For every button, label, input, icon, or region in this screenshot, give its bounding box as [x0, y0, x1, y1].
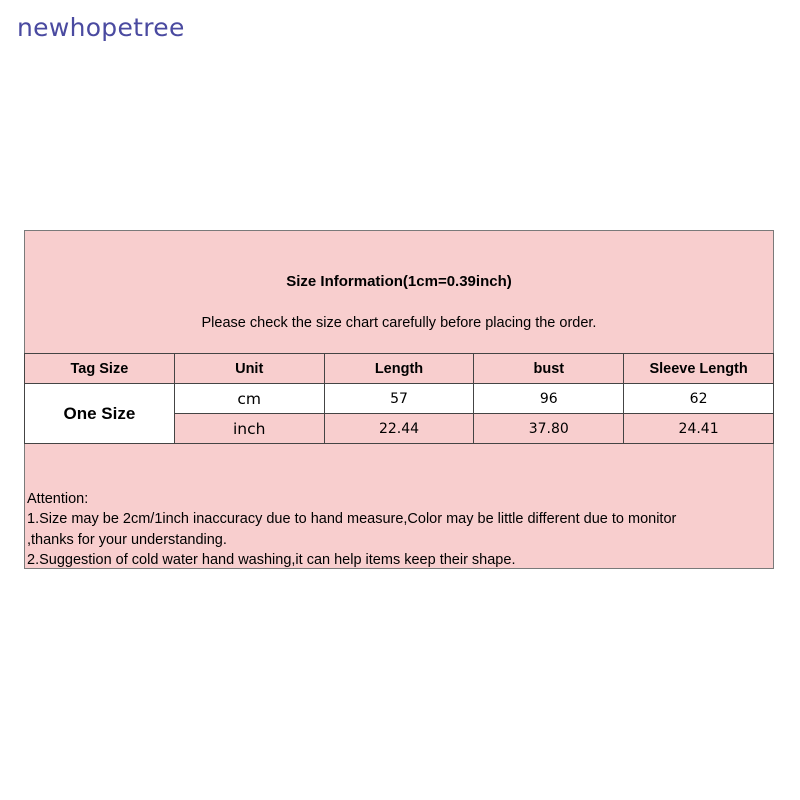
header-sleeve-length: Sleeve Length — [624, 354, 774, 384]
brand-watermark: newhopetree — [17, 13, 185, 42]
size-info-header — [25, 231, 773, 354]
sleeve-length-cell: 24.41 — [624, 414, 774, 444]
attention-notes — [27, 489, 676, 570]
size-info-subtitle: Please check the size chart carefully before placing the order. — [201, 315, 597, 331]
attention-line: 2.Suggestion of cold water hand washing,it can help items keep their shape. — [27, 551, 516, 568]
size-chart-sheet — [24, 230, 774, 569]
size-table — [24, 353, 774, 444]
attention-heading: Attention: — [27, 491, 89, 507]
unit-cell: cm — [174, 384, 324, 414]
attention-line: 1.Size may be 2cm/1inch inaccuracy due to hand measure,Color may be little different due to monitor — [27, 511, 677, 528]
header-tag-size: Tag Size — [25, 354, 175, 384]
header-unit: Unit — [174, 354, 324, 384]
length-cell: 57 — [324, 384, 474, 414]
length-cell: 22.44 — [324, 414, 474, 444]
unit-cell: inch — [174, 414, 324, 444]
table-header-row — [25, 354, 774, 384]
header-length: Length — [324, 354, 474, 384]
table-row — [25, 384, 774, 414]
bust-cell: 37.80 — [474, 414, 624, 444]
attention-line: ,thanks for your understanding. — [27, 531, 227, 548]
tag-size-cell: One Size — [25, 384, 175, 444]
bust-cell: 96 — [474, 384, 624, 414]
header-bust: bust — [474, 354, 624, 384]
sleeve-length-cell: 62 — [624, 384, 774, 414]
size-info-title: Size Information(1cm=0.39inch) — [286, 273, 512, 290]
